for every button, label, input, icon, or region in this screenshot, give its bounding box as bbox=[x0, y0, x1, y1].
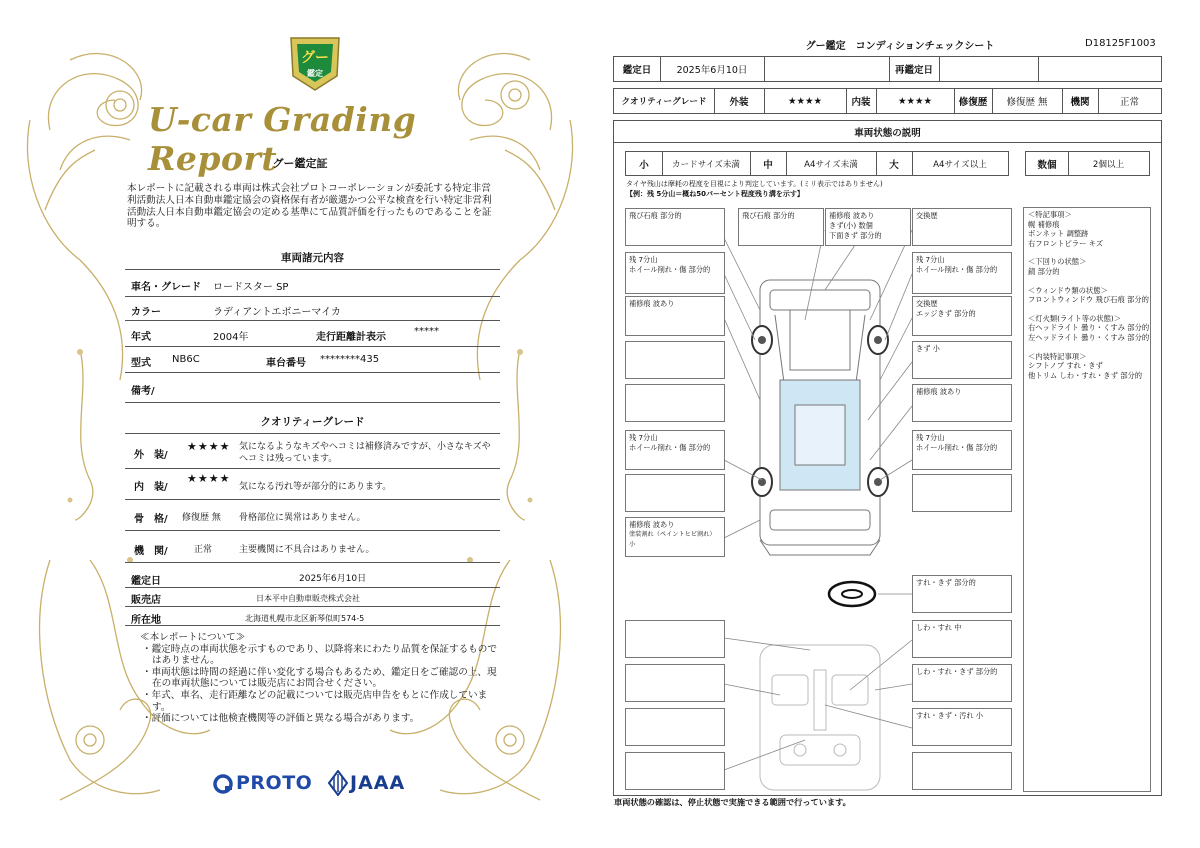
proto-logo-icon bbox=[212, 773, 234, 795]
divider bbox=[125, 372, 500, 373]
notes-line: 左ヘッドライト 曇り・くすみ 部分的 bbox=[1028, 332, 1150, 342]
notes-line: ＜ウィンドウ類の状態＞ bbox=[1028, 285, 1108, 295]
callout-box bbox=[625, 252, 725, 294]
notes-line: 右フロントピラー キズ bbox=[1028, 238, 1104, 248]
color-label: カラー bbox=[131, 307, 161, 318]
mileage-label: 走行距離計表示 bbox=[316, 332, 386, 343]
notes-line bbox=[1028, 277, 1156, 286]
interior-text: 気になる汚れ等が部分的にあります。 bbox=[239, 482, 392, 492]
jaaa-logo-icon bbox=[328, 770, 348, 796]
callout-box bbox=[625, 620, 725, 658]
callout-text: きず(小) 数個 bbox=[829, 221, 873, 230]
recheck-label: 再鑑定日 bbox=[894, 65, 933, 76]
notes-line: シフトノブ すれ・きず bbox=[1028, 361, 1103, 371]
divider bbox=[125, 269, 500, 270]
callout-text: 交換歴 bbox=[916, 299, 938, 308]
notes-line: フロントウィンドウ 飛び石痕 部分的 bbox=[1028, 295, 1149, 305]
callout-box bbox=[912, 430, 1012, 470]
callout-box bbox=[912, 620, 1012, 658]
notes-line: 錆 部分的 bbox=[1028, 266, 1060, 276]
callout-text: 下面きず 部分的 bbox=[829, 231, 882, 240]
notes-line bbox=[1028, 305, 1156, 314]
year-label: 年式 bbox=[131, 332, 151, 343]
notes-line: ＜特記事項＞ bbox=[1028, 210, 1072, 219]
model-value: NB6C bbox=[172, 354, 200, 365]
callout-text: 塗装割れ（ペイントヒビ割れ）小 bbox=[629, 531, 716, 548]
engine-value: 正常 bbox=[194, 545, 213, 555]
exterior-stars: ★★★★ bbox=[787, 95, 823, 107]
grade-label: クオリティーグレード bbox=[621, 97, 707, 107]
callout-box bbox=[625, 430, 725, 470]
note-item: ・鑑定時点の車両状態を示すものであり、以降将来にわたり品質を保証するものではありません。 bbox=[142, 643, 497, 667]
exterior-text: 気になるようなキズやヘコミは補修済みですが、小さなキズやヘコミは残っています。 bbox=[239, 442, 491, 464]
year-value: 2004年 bbox=[213, 332, 249, 343]
repair-value: 修復歴 無 bbox=[1006, 97, 1048, 108]
callout-box bbox=[625, 664, 725, 702]
callout-box bbox=[912, 384, 1012, 422]
certificate-subtitle: グー鑑定証 bbox=[272, 157, 328, 170]
jaaa-logo: JAAA bbox=[350, 772, 406, 794]
sheet-footer: 車両状態の確認は、停止状態で実施できる範囲で行っています。 bbox=[614, 797, 851, 807]
callout-box bbox=[912, 708, 1012, 746]
condition-heading: 車両状態の説明 bbox=[614, 121, 1161, 143]
callout-text: 補修痕 波あり bbox=[629, 520, 675, 529]
divider bbox=[125, 530, 500, 531]
frame-text: 骨格部位に異常はありません。 bbox=[239, 513, 366, 523]
frame-label: 骨 格/ bbox=[134, 514, 168, 525]
callout-text: すれ・きず・汚れ 小 bbox=[916, 711, 983, 720]
callout-box bbox=[625, 296, 725, 336]
callout-box bbox=[625, 474, 725, 512]
callout-text: ホイール削れ・傷 部分的 bbox=[916, 265, 998, 274]
notes-line: 幌 補修痕 bbox=[1028, 219, 1060, 229]
frame-value: 修復歴 無 bbox=[182, 513, 221, 523]
document-id: D18125F1003 bbox=[1085, 38, 1156, 49]
dealer-value: 日本平中自動車販売株式会社 bbox=[256, 594, 360, 603]
divider bbox=[125, 587, 500, 588]
svg-text:鑑定: 鑑定 bbox=[307, 69, 323, 78]
note-item: ・車両状態は時間の経過に伴い変化する場合もあるため、鑑定日をご確認の上、現在の車両状態については販売店にお問合せください。 bbox=[142, 666, 497, 690]
dealer-label: 販売店 bbox=[131, 595, 161, 606]
certificate-intro: 本レポートに記載される車両は株式会社プロトコーポレーションが委託する特定非営利活動法人日本自動車鑑定協会の資格保有者が厳選かつ公平な検査を行い特定非営利活動法人日本自動車鑑定協会の定める基準にて品質評価を行ったものであることを証明する。 bbox=[127, 183, 492, 230]
size-large: 大 bbox=[889, 159, 899, 171]
callout-box bbox=[625, 341, 725, 379]
divider bbox=[125, 296, 500, 297]
exterior-label: 外装 bbox=[729, 97, 749, 108]
callout-text: 残 7分山 bbox=[916, 433, 945, 442]
special-notes bbox=[1028, 210, 1156, 380]
callout-text: エッジきず 部分的 bbox=[916, 309, 976, 318]
callout-box bbox=[625, 708, 725, 746]
callout-box bbox=[738, 208, 824, 246]
notes-line bbox=[1028, 343, 1156, 352]
condition-check-sheet bbox=[600, 0, 1200, 848]
sheet-title: グー鑑定 コンディションチェックシート bbox=[805, 41, 995, 52]
notes-line: ＜下回りの状態＞ bbox=[1028, 257, 1087, 267]
interior-stars: ★★★★ bbox=[897, 95, 933, 107]
callout-box bbox=[625, 517, 725, 557]
notes-title: ≪本レポートについて≫ bbox=[140, 632, 246, 643]
callout-box bbox=[912, 341, 1012, 379]
divider bbox=[125, 499, 500, 500]
notes-line: 他トリム しわ・すれ・きず 部分的 bbox=[1028, 370, 1143, 380]
repair-label: 修復歴 bbox=[958, 97, 988, 108]
tire-example: 【例：残 5分山＝概ね50パーセント程度残り溝を示す】 bbox=[626, 190, 804, 198]
engine-label: 機 関/ bbox=[134, 546, 168, 557]
size-small: 小 bbox=[639, 159, 649, 171]
exterior-label: 外 装/ bbox=[134, 450, 168, 461]
mileage-value: ***** bbox=[414, 326, 439, 337]
goo-kantei-badge-icon bbox=[287, 30, 343, 92]
appraisal-date-value: 2025年6月10日 bbox=[299, 574, 367, 584]
notes-line: ＜内装特記事項＞ bbox=[1028, 351, 1087, 361]
count-label: 数個 bbox=[1037, 159, 1057, 171]
callout-text: きず 小 bbox=[916, 344, 940, 353]
notes-line: ボンネット 調整跡 bbox=[1028, 229, 1089, 239]
divider bbox=[125, 468, 500, 469]
divider bbox=[125, 402, 500, 403]
divider bbox=[125, 606, 500, 607]
color-value: ラディアントエボニーマイカ bbox=[213, 307, 341, 318]
engine-text: 主要機関に不具合はありません。 bbox=[239, 545, 375, 555]
callout-text: 飛び石痕 部分的 bbox=[742, 211, 795, 220]
divider bbox=[125, 562, 500, 563]
callout-box bbox=[912, 752, 1012, 790]
size-medium: 中 bbox=[763, 159, 773, 171]
callout-text: 残 7分山 bbox=[629, 433, 658, 442]
callout-box bbox=[912, 575, 1012, 613]
callout-text: 交換歴 bbox=[916, 211, 938, 220]
engine-value: 正常 bbox=[1119, 97, 1139, 108]
callout-text: すれ・きず 部分的 bbox=[916, 578, 976, 587]
callout-box bbox=[912, 208, 1012, 246]
callout-box bbox=[625, 384, 725, 422]
note-item: ・評価については他検査機関等の評価と異なる場合があります。 bbox=[142, 713, 420, 725]
note-item: ・年式、車名、走行距離などの記載については販売店申告をもとに作成しています。 bbox=[142, 689, 488, 713]
callout-text: 残 7分山 bbox=[629, 255, 658, 264]
callout-text: 補修痕 波あり bbox=[829, 211, 875, 220]
callout-text: しわ・すれ 中 bbox=[916, 623, 962, 632]
model-label: 型式 bbox=[131, 358, 151, 369]
notes-line bbox=[1028, 248, 1156, 257]
count-desc: 2個以上 bbox=[1092, 159, 1125, 170]
tire-note: タイヤ残山は摩耗の程度を目視により判定しています。(ミリ表示ではありません) bbox=[626, 180, 883, 188]
engine-label: 機関 bbox=[1070, 97, 1090, 108]
chassis-label: 車台番号 bbox=[266, 358, 306, 369]
certificate-title: U-car Grading Report bbox=[148, 100, 417, 178]
callout-box bbox=[825, 208, 911, 246]
callout-box bbox=[912, 252, 1012, 294]
divider bbox=[125, 433, 500, 434]
callout-text: 補修痕 波あり bbox=[916, 387, 962, 396]
car-name-label: 車名・グレード bbox=[131, 282, 201, 293]
date-value: 2025年6月10日 bbox=[676, 65, 748, 76]
callout-text: しわ・すれ・きず 部分的 bbox=[916, 667, 998, 676]
notes-line: ＜灯火類(ライト等の状態)＞ bbox=[1028, 313, 1122, 323]
exterior-stars: ★★★★ bbox=[187, 440, 231, 453]
interior-label: 内 装/ bbox=[134, 482, 168, 493]
specs-heading: 車両諸元内容 bbox=[281, 252, 344, 264]
notes-line: 右ヘッドライト 曇り・くすみ 部分的 bbox=[1028, 323, 1150, 333]
callout-text: 残 7分山 bbox=[916, 255, 945, 264]
callout-text: 飛び石痕 部分的 bbox=[629, 211, 682, 220]
size-large-desc: A4サイズ以上 bbox=[933, 159, 987, 170]
divider bbox=[125, 346, 500, 347]
callout-box bbox=[912, 474, 1012, 512]
divider bbox=[125, 625, 500, 626]
callout-box bbox=[625, 752, 725, 790]
size-medium-desc: A4サイズ未満 bbox=[804, 159, 858, 170]
proto-logo: PROTO bbox=[236, 772, 313, 794]
callout-text: ホイール削れ・傷 部分的 bbox=[916, 443, 998, 452]
callout-text: ホイール削れ・傷 部分的 bbox=[629, 443, 711, 452]
address-label: 所在地 bbox=[131, 615, 161, 626]
callout-box bbox=[912, 296, 1012, 336]
interior-label: 内装 bbox=[851, 97, 871, 108]
interior-stars: ★★★★ bbox=[187, 472, 231, 485]
callout-box bbox=[912, 664, 1012, 702]
svg-text:グー: グー bbox=[301, 50, 329, 66]
chassis-value: ********435 bbox=[320, 354, 380, 365]
callout-box bbox=[625, 208, 725, 246]
car-name-value: ロードスター SP bbox=[213, 282, 289, 293]
remarks-label: 備考/ bbox=[131, 386, 155, 397]
address-value: 北海道札幌市北区新琴似町574-5 bbox=[245, 614, 365, 623]
callout-text: ホイール削れ・傷 部分的 bbox=[629, 265, 711, 274]
callout-text: 補修痕 波あり bbox=[629, 299, 675, 308]
quality-heading: クオリティーグレード bbox=[260, 416, 365, 428]
date-label: 鑑定日 bbox=[622, 65, 652, 76]
appraisal-date-label: 鑑定日 bbox=[131, 576, 161, 587]
size-small-desc: カードサイズ未満 bbox=[671, 159, 741, 170]
report-notes bbox=[140, 632, 500, 725]
divider bbox=[125, 320, 500, 321]
